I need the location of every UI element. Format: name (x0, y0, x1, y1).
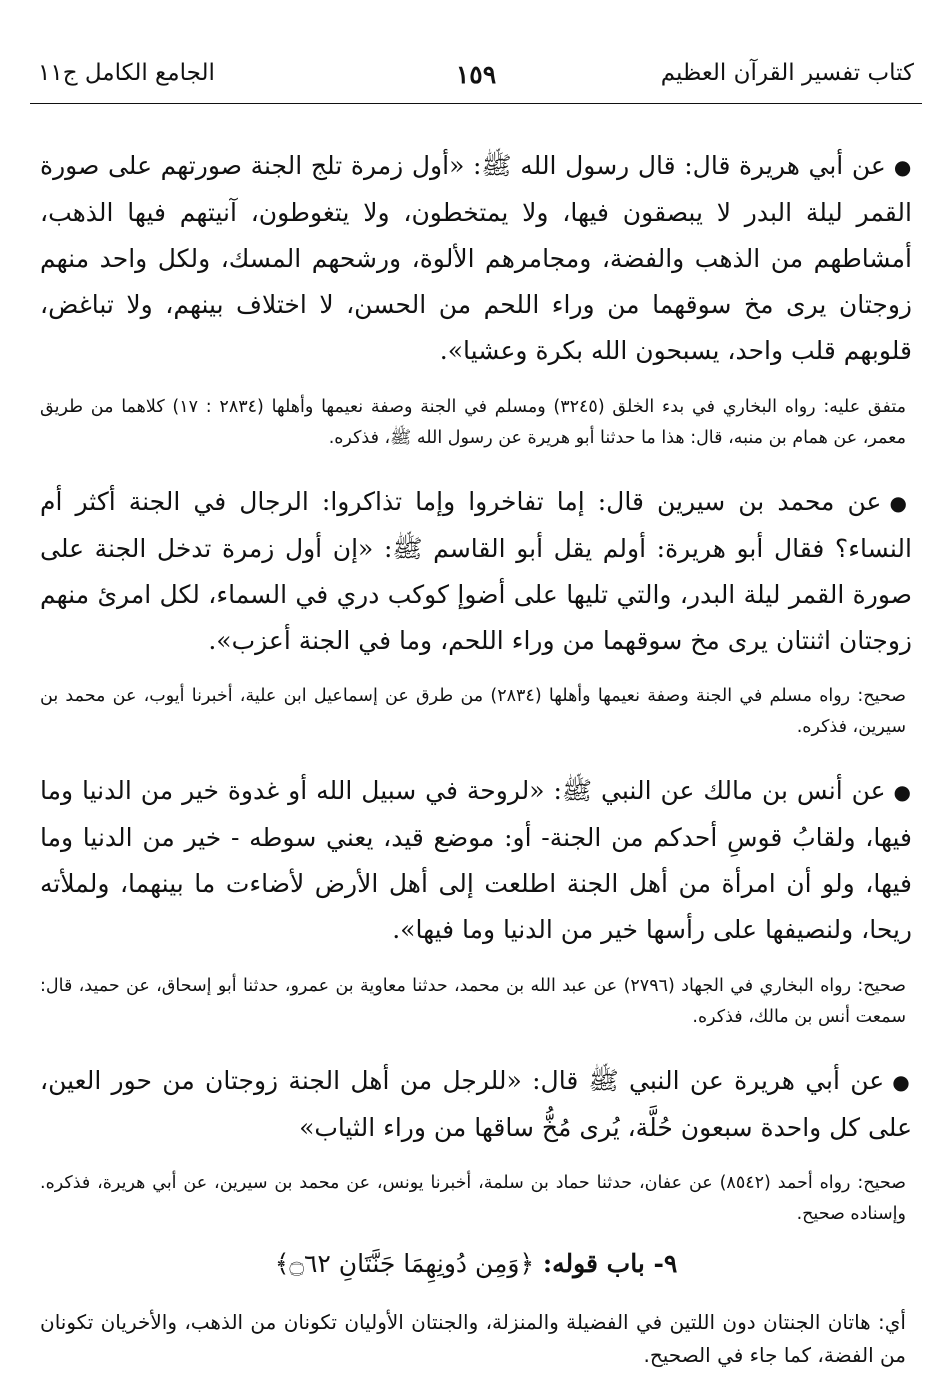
hadith-entry (40, 479, 912, 744)
bullet-icon: ● (889, 490, 912, 515)
hadith-entry (40, 1058, 912, 1231)
commentary-text: أي: هاتان الجنتان دون اللتين في الفضيلة والمنزلة، والجنتان الأوليان تكونان من الذهب، والأخريان تكونان من الفضة، كما جاء في الصحيح. (40, 1310, 906, 1367)
volume-label: الجامع الكامل ج١١ (38, 60, 215, 86)
hadith-body: عن محمد بن سيرين قال: إما تفاخروا وإما تذاكروا: الرجال في الجنة أكثر أم النساء؟ فقال أبو هريرة: أولم يقل أبو القاسم ﷺ: «إن أول زمرة تدخل الجنة على صورة القمر ليلة البدر، والتي تليها على أضوإ كوكب دري في السماء، لكل امرئ منهم زوجتان اثنتان يرى مخ سوقهما من وراء اللحم، وما في الجنة أعزب». (40, 486, 912, 655)
hadith-source: متفق عليه: رواه البخاري في بدء الخلق (٣٢٤٥) ومسلم في الجنة وصفة نعيمها وأهلها (٢٨٣٤ : ١٧) كلاهما من طريق معمر، عن همام بن منبه، قال: هذا ما حدثنا أبو هريرة عن رسول الله ﷺ، فذكره. (40, 396, 906, 448)
header-divider (30, 103, 922, 104)
hadith-source: صحيح: رواه أحمد (٨٥٤٢) عن عفان، حدثنا حماد بن سلمة، أخبرنا يونس، عن محمد بن سيرين، عن أبي هريرة، فذكره. وإسناده صحيح. (40, 1173, 906, 1224)
chapter-heading (40, 1242, 912, 1286)
quran-verse: ﴿وَمِن دُونِهِمَا جَنَّتَانِ ۝٦٢﴾ (274, 1249, 535, 1278)
page-number: ١٥٩ (455, 60, 497, 89)
bullet-icon: ● (893, 780, 912, 804)
page-header (30, 52, 922, 108)
page-body (40, 118, 912, 1392)
book-title: كتاب تفسير القرآن العظيم (660, 60, 914, 86)
chapter-label: ٩- باب قوله: (542, 1249, 678, 1278)
hadith-entry (40, 768, 912, 1033)
hadith-body: عن أنس بن مالك عن النبي ﷺ: «لروحة في سبيل الله أو غدوة خير من الدنيا وما فيها، ولقابُ قوسِ أحدكم من الجنة- أو: موضع قيد، يعني سوطه - خير من الدنيا وما فيها، ولو أن امرأة من أهل الجنة اطلعت إلى أهل الأرض لأضاءت ما بينهما، ولملأته ريحا، ولنصيفها على رأسها خير من الدنيا وما فيها». (40, 776, 912, 944)
hadith-text (40, 143, 912, 374)
hadith-entry (40, 143, 912, 454)
bullet-icon: ● (893, 155, 912, 179)
bullet-icon: ● (892, 1069, 912, 1094)
hadith-source: صحيح: رواه مسلم في الجنة وصفة نعيمها وأهلها (٢٨٣٤) من طرق عن إسماعيل ابن علية، أخبرنا أيوب، عن محمد بن سيرين، فذكره. (40, 686, 906, 737)
hadith-source: صحيح: رواه البخاري في الجهاد (٢٧٩٦) عن عبد الله بن محمد، حدثنا معاوية بن عمرو، حدثنا أبو إسحاق، عن حميد، قال: سمعت أنس بن مالك، فذكره. (40, 975, 906, 1027)
hadith-text (40, 479, 912, 664)
hadith-text (40, 768, 912, 953)
hadith-body: عن أبي هريرة عن النبي ﷺ قال: «للرجل من أهل الجنة زوجتان من حور العين، على كل واحدة سبعون حُلَّة، يُرى مُخُّ ساقها من وراء الثياب» (40, 1065, 912, 1142)
hadith-text (40, 1058, 912, 1151)
hadith-body: عن أبي هريرة قال: قال رسول الله ﷺ: «أول زمرة تلج الجنة صورتهم على صورة القمر ليلة البدر لا يبصقون فيها، ولا يمتخطون، ولا يتغوطون، آنيتهم فيها الذهب، أمشاطهم من الذهب والفضة، ومجامرهم الألوة، ورشحهم المسك، ولكل واحد منهم زوجتان يرى مخ سوقهما من وراء اللحم من الحسن، لا اختلاف بينهم، ولا تباغض، قلوبهم قلب واحد، يسبحون الله بكرة وعشيا». (40, 151, 912, 365)
